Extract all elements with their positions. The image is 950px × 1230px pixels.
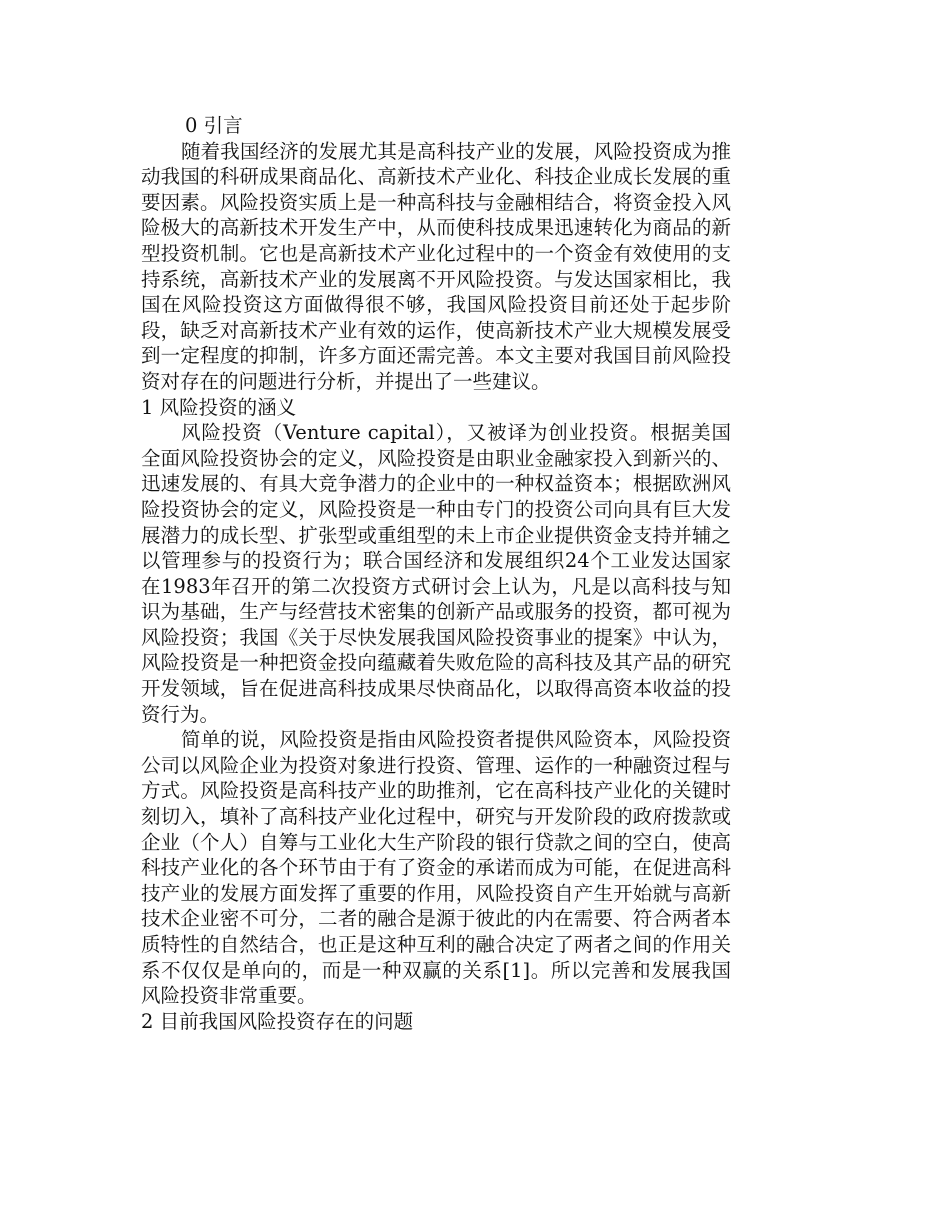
document-body bbox=[141, 113, 731, 1034]
paragraph-definition-1: 风险投资（Venture capital），又被译为创业投资。根据美国全面风险投资协会的定义，风险投资是由职业金融家投入到新兴的、迅速发展的、有具大竞争潜力的企业中的一种权益资本；根据欧洲风险投资协会的定义，风险投资是一种由专门的投资公司向具有巨大发展潜力的成长型、扩张型或重组型的未上市企业提供资金支持并辅之以管理参与的投资行为；联合国经济和发展组织24个工业发达国家在1983年召开的第二次投资方式研讨会上认为，凡是以高科技与知识为基础，生产与经营技术密集的创新产品或服务的投资，都可视为风险投资；我国《关于尽快发展我国风险投资事业的提案》中认为，风险投资是一种把资金投向蕴藏着失败危险的高科技及其产品的研究开发领域，旨在促进高科技成果尽快商品化，以取得高资本收益的投资行为。 bbox=[141, 421, 731, 726]
section-heading-problems: 2 目前我国风险投资存在的问题 bbox=[141, 1009, 414, 1033]
section-heading-definition: 1 风险投资的涵义 bbox=[141, 395, 297, 419]
paragraph-definition-2: 简单的说，风险投资是指由风险投资者提供风险资本，风险投资公司以风险企业为投资对象进行投资、管理、运作的一种融资过程与方式。风险投资是高科技产业的助推剂，它在高科技产业化的关键时刻切入，填补了高科技产业化过程中，研究与开发阶段的政府拨款或企业（个人）自筹与工业化大生产阶段的银行贷款之间的空白，使高科技产业化的各个环节由于有了资金的承诺而成为可能，在促进高科技产业的发展方面发挥了重要的作用，风险投资自产生开始就与高新技术企业密不可分，二者的融合是源于彼此的内在需要、符合两者本质特性的自然结合，也正是这种互利的融合决定了两者之间的作用关系不仅仅是单向的，而是一种双赢的关系[1]。所以完善和发展我国风险投资非常重要。 bbox=[141, 728, 731, 1008]
paragraph-introduction: 随着我国经济的发展尤其是高科技产业的发展，风险投资成为推动我国的科研成果商品化、高新技术产业化、科技企业成长发展的重要因素。风险投资实质上是一种高科技与金融相结合，将资金投入风险极大的高新技术开发生产中，从而使科技成果迅速转化为商品的新型投资机制。它也是高新技术产业化过程中的一个资金有效使用的支持系统，高新技术产业的发展离不开风险投资。与发达国家相比，我国在风险投资这方面做得很不够，我国风险投资目前还处于起步阶段，缺乏对高新技术产业有效的运作，使高新技术产业大规模发展受到一定程度的抑制，许多方面还需完善。本文主要对我国目前风险投资对存在的问题进行分析，并提出了一些建议。 bbox=[141, 139, 731, 393]
section-heading-introduction: 0 引言 bbox=[185, 114, 243, 137]
